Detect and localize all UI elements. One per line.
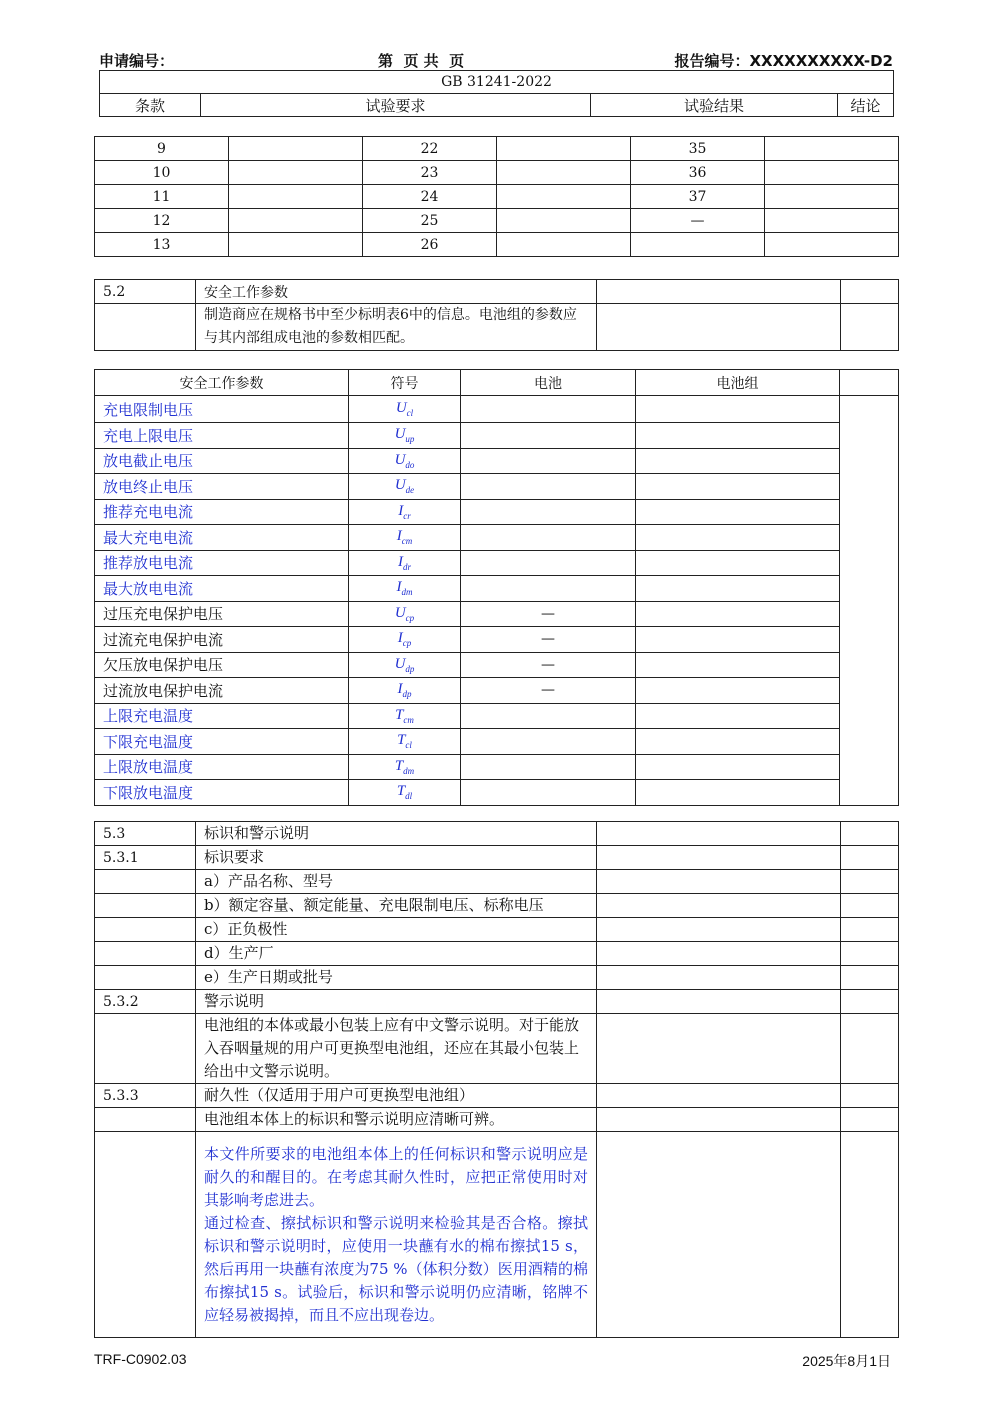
durability-text-2: 通过检查、擦拭标识和警示说明来检验其是否合格。擦拭标识和警示说明时，应使用一块蘸有水的棉布擦拭15 s，然后再用一块蘸有浓度为75 %（体积分数）医用酒精的棉布擦拭15 s。试验后，标识和警示说明仍应清晰，铭牌不应轻易被揭掉，而且不应出现卷边。 — [204, 1213, 588, 1324]
table-row — [95, 209, 899, 233]
table-row — [95, 185, 899, 209]
conclusion-cell — [841, 1084, 899, 1108]
conclusion-cell — [841, 894, 899, 918]
param-symbol — [349, 474, 461, 500]
param-name: 放电截止电压 — [95, 448, 349, 474]
table-row — [95, 1014, 899, 1084]
clause-entry — [765, 209, 899, 233]
param-symbol-subscript: cm — [403, 714, 414, 725]
conclusion-cell — [841, 918, 899, 942]
param-name: 推荐充电电流 — [95, 499, 349, 525]
table-row — [95, 754, 899, 780]
clause-number — [95, 304, 196, 351]
conclusion-cell — [841, 1108, 899, 1132]
clause-number — [95, 1108, 196, 1132]
clause-entry — [229, 209, 363, 233]
conclusion-cell — [841, 990, 899, 1014]
params-header-cell: 电池 — [461, 370, 636, 396]
section-title: 安全工作参数 — [196, 280, 597, 304]
param-pack-value — [636, 678, 840, 704]
result-cell — [597, 1132, 841, 1338]
conclusion-cell — [841, 942, 899, 966]
col-requirement-header: 试验要求 — [201, 94, 591, 117]
table-row — [95, 550, 899, 576]
param-symbol-letter: I — [397, 681, 403, 698]
clause-number — [95, 1132, 196, 1338]
param-symbol — [349, 499, 461, 525]
form-number: TRF-C0902.03 — [94, 1351, 187, 1367]
param-cell-value — [461, 474, 636, 500]
param-name: 充电上限电压 — [95, 423, 349, 449]
table-row — [95, 1084, 899, 1108]
durability-requirement-text — [196, 1132, 597, 1338]
param-cell-value — [461, 576, 636, 602]
param-name: 下限充电温度 — [95, 729, 349, 755]
conclusion-cell — [841, 846, 899, 870]
param-pack-value — [636, 550, 840, 576]
table-row — [95, 423, 899, 449]
clause-number: 5.3.3 — [95, 1084, 196, 1108]
conclusion-cell — [841, 1132, 899, 1338]
result-cell — [597, 280, 841, 304]
clause-number: 37 — [631, 185, 765, 209]
clause-entry — [497, 161, 631, 185]
table-row — [95, 233, 899, 257]
table-row — [95, 601, 899, 627]
table-row — [95, 396, 899, 423]
param-pack-value — [636, 525, 840, 551]
requirement-text: 耐久性（仅适用于用户可更换型电池组） — [196, 1084, 597, 1108]
table-row — [95, 729, 899, 755]
col-result-header: 试验结果 — [591, 94, 838, 117]
param-symbol — [349, 448, 461, 474]
clause-entry — [765, 233, 899, 257]
clause-entry — [765, 137, 899, 161]
result-cell — [597, 1108, 841, 1132]
table-row — [95, 822, 899, 846]
section-5-2-table — [94, 279, 899, 351]
requirement-text: 电池组本体上的标识和警示说明应清晰可辨。 — [196, 1108, 597, 1132]
param-symbol-letter: U — [394, 451, 406, 468]
table-row — [95, 894, 899, 918]
params-header-conclusion — [840, 370, 899, 396]
clause-number: 5.3 — [95, 822, 196, 846]
param-symbol — [349, 703, 461, 729]
header-table — [99, 70, 894, 117]
table-row — [95, 576, 899, 602]
param-cell-value: — — [461, 678, 636, 704]
table-row — [95, 990, 899, 1014]
clause-number — [95, 1014, 196, 1084]
param-symbol-letter: T — [396, 783, 406, 800]
result-cell — [597, 918, 841, 942]
result-cell — [597, 894, 841, 918]
param-name: 过流充电保护电流 — [95, 627, 349, 653]
param-symbol-subscript: cl — [405, 740, 412, 751]
param-symbol-subscript: dp — [405, 663, 415, 674]
param-symbol-subscript: dl — [405, 791, 413, 802]
param-symbol-subscript: cp — [402, 638, 412, 649]
param-symbol-subscript: cr — [403, 510, 411, 521]
param-symbol — [349, 678, 461, 704]
params-conclusion — [840, 396, 899, 806]
param-symbol — [349, 601, 461, 627]
param-cell-value — [461, 754, 636, 780]
param-symbol — [349, 550, 461, 576]
clause-number: 26 — [363, 233, 497, 257]
durability-text-1: 本文件所要求的电池组本体上的任何标识和警示说明应是耐久的和醒目的。在考虑其耐久性时，应把正常使用时对其影响考虑进去。 — [204, 1144, 588, 1209]
requirement-text: 警示说明 — [196, 990, 597, 1014]
result-cell — [597, 966, 841, 990]
requirement-text: 制造商应在规格书中至少标明表6中的信息。电池组的参数应与其内部组成电池的参数相匹配。 — [196, 304, 597, 351]
clause-number: 5.2 — [95, 280, 196, 304]
param-symbol — [349, 525, 461, 551]
clause-number: 10 — [95, 161, 229, 185]
param-symbol-letter: U — [394, 655, 406, 672]
clause-number: 9 — [95, 137, 229, 161]
param-name: 推荐放电电流 — [95, 550, 349, 576]
params-header-symbol: 符号 — [349, 370, 461, 396]
param-name: 上限充电温度 — [95, 703, 349, 729]
clause-entry — [497, 185, 631, 209]
result-cell — [597, 942, 841, 966]
param-symbol-subscript: de — [405, 485, 415, 496]
param-symbol-letter: I — [396, 579, 402, 596]
conclusion-cell — [841, 304, 899, 351]
clause-entry — [765, 185, 899, 209]
section-5-3-table — [94, 821, 899, 1338]
param-symbol-subscript: dm — [403, 765, 415, 776]
result-cell — [597, 870, 841, 894]
param-pack-value — [636, 448, 840, 474]
conclusion-cell — [841, 1014, 899, 1084]
param-cell-value — [461, 729, 636, 755]
requirement-text: b）额定容量、额定能量、充电限制电压、标称电压 — [196, 894, 597, 918]
clause-number — [631, 233, 765, 257]
result-cell — [597, 846, 841, 870]
param-cell-value — [461, 780, 636, 806]
param-symbol-letter: U — [394, 604, 406, 621]
param-symbol-subscript: cp — [405, 612, 415, 623]
table-row — [95, 137, 899, 161]
param-symbol — [349, 729, 461, 755]
clause-number: 5.3.2 — [95, 990, 196, 1014]
table-row — [95, 1108, 899, 1132]
clause-entry — [497, 233, 631, 257]
table-row — [95, 499, 899, 525]
conclusion-cell — [841, 822, 899, 846]
clause-number-table — [94, 136, 899, 257]
report-number: 报告编号：XXXXXXXXXX-D2 — [674, 52, 893, 70]
conclusion-cell — [841, 280, 899, 304]
clause-number: — — [631, 209, 765, 233]
param-pack-value — [636, 396, 840, 423]
param-symbol — [349, 754, 461, 780]
table-row — [95, 627, 899, 653]
requirement-text: 标识和警示说明 — [196, 822, 597, 846]
clause-number: 23 — [363, 161, 497, 185]
table-row — [95, 918, 899, 942]
clause-entry — [497, 137, 631, 161]
param-cell-value: — — [461, 627, 636, 653]
param-name: 最大放电电流 — [95, 576, 349, 602]
footer-date: 2025年8月1日 — [802, 1353, 891, 1369]
param-pack-value — [636, 754, 840, 780]
result-cell — [597, 822, 841, 846]
param-cell-value — [461, 448, 636, 474]
clause-number — [95, 870, 196, 894]
clause-entry — [497, 209, 631, 233]
table-row — [95, 525, 899, 551]
requirement-text: 电池组的本体或最小包装上应有中文警示说明。对于能放入吞咽量规的用户可更换型电池组，还应在其最小包装上给出中文警示说明。 — [196, 1014, 597, 1084]
safety-parameters-table — [94, 369, 899, 806]
param-symbol — [349, 576, 461, 602]
param-symbol-letter: T — [397, 732, 406, 749]
param-symbol — [349, 423, 461, 449]
param-symbol — [349, 652, 461, 678]
param-symbol-subscript: do — [405, 459, 415, 470]
table-row — [95, 846, 899, 870]
result-cell — [597, 990, 841, 1014]
param-symbol-subscript: dp — [402, 689, 412, 700]
param-cell-value — [461, 499, 636, 525]
param-pack-value — [636, 780, 840, 806]
clause-number — [95, 942, 196, 966]
param-cell-value — [461, 703, 636, 729]
table-row — [95, 966, 899, 990]
param-pack-value — [636, 499, 840, 525]
clause-number — [95, 918, 196, 942]
param-pack-value — [636, 729, 840, 755]
param-cell-value — [461, 525, 636, 551]
table-row — [95, 678, 899, 704]
table-row — [95, 870, 899, 894]
clause-entry — [229, 137, 363, 161]
params-header-name: 安全工作参数 — [95, 370, 349, 396]
param-symbol-letter: I — [398, 502, 404, 519]
param-symbol-letter: I — [397, 630, 403, 647]
table-row — [95, 652, 899, 678]
clause-number — [95, 894, 196, 918]
param-symbol — [349, 627, 461, 653]
param-symbol-subscript: up — [405, 434, 415, 445]
clause-number: 36 — [631, 161, 765, 185]
clause-number: 35 — [631, 137, 765, 161]
param-cell-value — [461, 396, 636, 423]
param-name: 放电终止电压 — [95, 474, 349, 500]
clause-entry — [229, 161, 363, 185]
param-symbol-subscript: dr — [402, 561, 411, 572]
param-symbol-letter: T — [395, 706, 404, 723]
param-symbol-letter: I — [396, 528, 402, 545]
param-name: 过流放电保护电流 — [95, 678, 349, 704]
param-symbol-letter: U — [394, 477, 406, 494]
param-name: 过压充电保护电压 — [95, 601, 349, 627]
param-name: 最大充电电流 — [95, 525, 349, 551]
param-cell-value: — — [461, 601, 636, 627]
result-cell — [597, 1014, 841, 1084]
table-row — [95, 703, 899, 729]
param-symbol-letter: U — [395, 400, 407, 416]
col-clause-header: 条款 — [100, 94, 201, 117]
clause-number: 5.3.1 — [95, 846, 196, 870]
clause-entry — [229, 185, 363, 209]
param-symbol-letter: T — [394, 757, 404, 774]
param-symbol-letter: U — [394, 426, 406, 443]
param-pack-value — [636, 652, 840, 678]
clause-number: 22 — [363, 137, 497, 161]
clause-number: 12 — [95, 209, 229, 233]
result-cell — [597, 1084, 841, 1108]
clause-number: 25 — [363, 209, 497, 233]
param-symbol — [349, 396, 461, 423]
param-symbol-letter: I — [397, 553, 403, 570]
table-row — [95, 448, 899, 474]
clause-number: 11 — [95, 185, 229, 209]
param-name: 充电限制电压 — [95, 396, 349, 423]
clause-entry — [765, 161, 899, 185]
table-row — [95, 161, 899, 185]
param-pack-value — [636, 627, 840, 653]
param-pack-value — [636, 474, 840, 500]
param-symbol-subscript: cl — [406, 408, 414, 418]
conclusion-cell — [841, 870, 899, 894]
result-cell — [597, 304, 841, 351]
param-cell-value — [461, 550, 636, 576]
param-cell-value — [461, 423, 636, 449]
requirement-text: c）正负极性 — [196, 918, 597, 942]
param-pack-value — [636, 576, 840, 602]
col-conclusion-header: 结论 — [838, 94, 894, 117]
requirement-text: d）生产厂 — [196, 942, 597, 966]
clause-number — [95, 966, 196, 990]
standard-title: GB 31241-2022 — [100, 71, 894, 94]
requirement-text: a）产品名称、型号 — [196, 870, 597, 894]
param-name: 欠压放电保护电压 — [95, 652, 349, 678]
table-row — [95, 474, 899, 500]
param-pack-value — [636, 423, 840, 449]
param-pack-value — [636, 601, 840, 627]
param-name: 下限放电温度 — [95, 780, 349, 806]
page-info: 第 页 共 页 — [378, 52, 465, 70]
param-symbol — [349, 780, 461, 806]
params-header-pack: 电池组 — [636, 370, 840, 396]
param-symbol-subscript: dm — [401, 587, 413, 598]
clause-entry — [229, 233, 363, 257]
clause-number: 13 — [95, 233, 229, 257]
requirement-text: 标识要求 — [196, 846, 597, 870]
table-row — [95, 942, 899, 966]
requirement-text: e）生产日期或批号 — [196, 966, 597, 990]
param-pack-value — [636, 703, 840, 729]
clause-number: 24 — [363, 185, 497, 209]
param-cell-value: — — [461, 652, 636, 678]
param-symbol-subscript: cm — [401, 536, 413, 547]
param-name: 上限放电温度 — [95, 754, 349, 780]
application-number-label: 申请编号： — [99, 52, 175, 70]
table-row — [95, 780, 899, 806]
conclusion-cell — [841, 966, 899, 990]
